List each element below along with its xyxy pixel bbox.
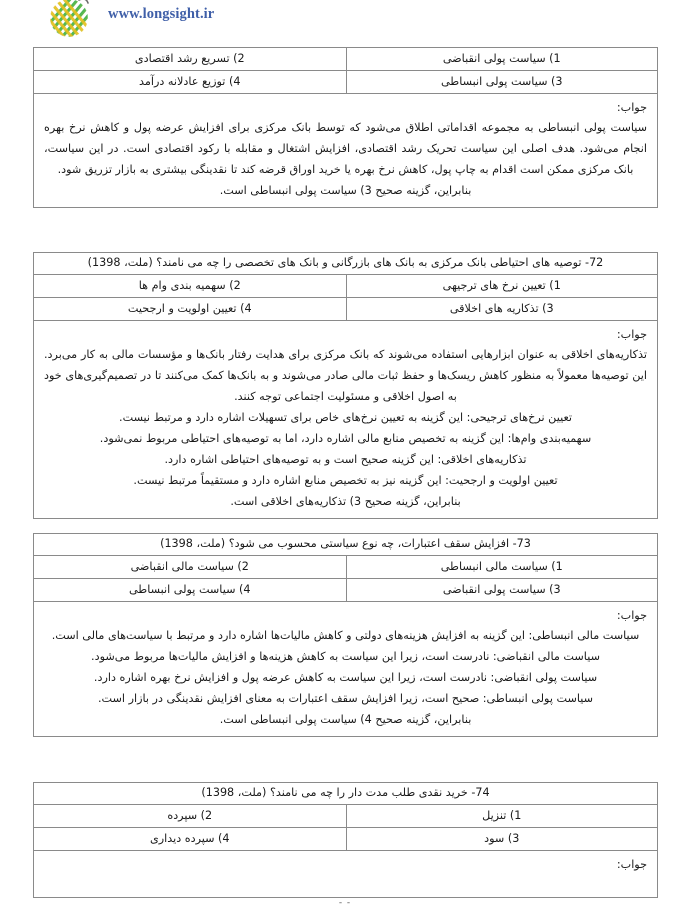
answer-paragraph: تعیین اولویت و ارجحیت: این گزینه نیز به تخصیص منابع اشاره دارد و مستقیماً مرتبط نیست. [133,474,558,487]
option-2[interactable]: 2) سیاست مالی انقباضی [130,560,249,573]
answer-paragraph: تعیین نرخ‌های ترجیحی: این گزینه به تعیین نرخ‌های خاص برای تسهیلات اشاره دارد و مرتبط نیست. [119,411,572,424]
answer-label: جواب: [616,609,647,622]
question-title: 73- افزایش سقف اعتبارات، چه نوع سیاستی محسوب می شود؟ (ملت، 1398) [160,537,531,550]
question-block [33,782,658,898]
answer-paragraph: سیاست مالی انبساطی: این گزینه به افزایش هزینه‌های دولتی و کاهش مالیات‌ها اشاره دارد و مرتبط با سیاست‌های مالی است. [51,629,640,642]
answer-cell [34,321,657,518]
answer-empty [44,874,647,891]
question-title: 72- توصیه های احتیاطی بانک مرکزی به بانک های بازرگانی و بانک های تخصصی را چه می نامند؟ (ملت، 1398) [87,256,604,269]
answer-cell [34,851,657,897]
site-url-link[interactable]: www.longsight.ir [108,6,215,22]
option-1[interactable]: 1) سیاست پولی انقباضی [346,48,658,70]
question-block [33,47,658,208]
answer-label: جواب: [616,101,647,114]
answer-paragraph: سیاست پولی انقباضی: نادرست است، زیرا این سیاست به کاهش عرضه پول و افزایش نرخ بهره اشاره دارد. [93,671,598,684]
option-row [34,579,657,602]
answer-label: جواب: [616,328,647,341]
option-2[interactable]: 2) تسریع رشد اقتصادی [134,52,245,65]
answer-paragraph: تذکاریه‌های اخلاقی به عنوان ابزارهایی استفاده می‌شوند که بانک مرکزی برای هدایت رفتار بانک‌ها و مؤسسات مالی به کار می‌برد. این توصیه‌ها معمولاً به منظور کاهش ریسک‌ها و حفظ ثبات مالی صادر می‌شوند و به بانک‌ها کمک می‌کنند تا در تصمیم‌گیری‌های خود به اصول اخلاقی و مسئولیت اجتماعی توجه کنند. [44,348,647,403]
question-title: 74- خرید نقدی طلب مدت دار را چه می نامند؟ (ملت، 1398) [201,786,490,799]
answer-paragraph: بنابراین، گزینه صحیح 3) سیاست پولی انبساطی است. [219,184,472,197]
option-1[interactable]: 1) تعیین نرخ های ترجیهی [346,275,658,297]
option-1[interactable]: 1) تنزیل [346,805,658,827]
answer-paragraph: سیاست پولی انبساطی به مجموعه اقداماتی اطلاق می‌شود که توسط بانک مرکزی برای افزایش عرضه پول و کاهش نرخ بهره انجام می‌شود. هدف اصلی این سیاست تحریک رشد اقتصادی، افزایش اشتغال و مقابله با رکود اقتصادی است. در این سیاست، بانک مرکزی ممکن است اقدام به چاپ پول، کاهش نرخ بهره یا خرید اوراق قرضه کند تا نقدینگی بیشتری به بازار تزریق شود. [44,121,647,176]
option-4[interactable]: 4) توزیع عادلانه درآمد [139,75,241,88]
answer-label: جواب: [616,858,647,871]
woven-sphere-logo-icon [38,0,100,42]
option-row [34,828,657,851]
option-4[interactable]: 4) سپرده دیداری [149,832,230,845]
option-row [34,48,657,71]
option-row [34,71,657,94]
answer-paragraph: تذکاریه‌های اخلاقی: این گزینه صحیح است و به توصیه‌های احتیاطی اشاره دارد. [164,453,527,466]
question-block [33,252,658,519]
page-number-mark: - - [338,898,352,908]
option-1[interactable]: 1) سیاست مالی انبساطی [346,556,658,578]
answer-paragraph: سهمیه‌بندی وام‌ها: این گزینه به تخصیص منابع مالی اشاره دارد، اما به توصیه‌های احتیاطی مربوط نمی‌شود. [99,432,592,445]
option-row [34,805,657,828]
page-header [0,0,690,42]
option-3[interactable]: 3) تذکاریه های اخلاقی [346,298,658,320]
answer-cell [34,94,657,207]
option-2[interactable]: 2) سپرده [167,809,213,822]
answer-paragraph: بنابراین، گزینه صحیح 4) سیاست پولی انبساطی است. [219,713,472,726]
answer-paragraph: سیاست مالی انقباضی: نادرست است، زیرا این سیاست به کاهش هزینه‌ها و افزایش مالیات‌ها مربوط می‌شود. [91,650,600,663]
option-row [34,298,657,321]
answer-paragraph: بنابراین، گزینه صحیح 3) تذکاریه‌های اخلاقی است. [230,495,461,508]
answer-cell [34,602,657,736]
option-row [34,275,657,298]
answer-paragraph: سیاست پولی انبساطی: صحیح است، زیرا افزایش سقف اعتبارات به معنای افزایش نقدینگی در بازار است. [97,692,594,705]
option-3[interactable]: 3) سیاست پولی انبساطی [346,71,658,93]
question-block [33,533,658,737]
option-3[interactable]: 3) سود [346,828,658,850]
option-4[interactable]: 4) تعیین اولویت و ارجحیت [127,302,252,315]
option-4[interactable]: 4) سیاست پولی انبساطی [128,583,251,596]
option-3[interactable]: 3) سیاست پولی انقباضی [346,579,658,601]
option-row [34,556,657,579]
option-2[interactable]: 2) سهمیه بندی وام ها [138,279,241,292]
